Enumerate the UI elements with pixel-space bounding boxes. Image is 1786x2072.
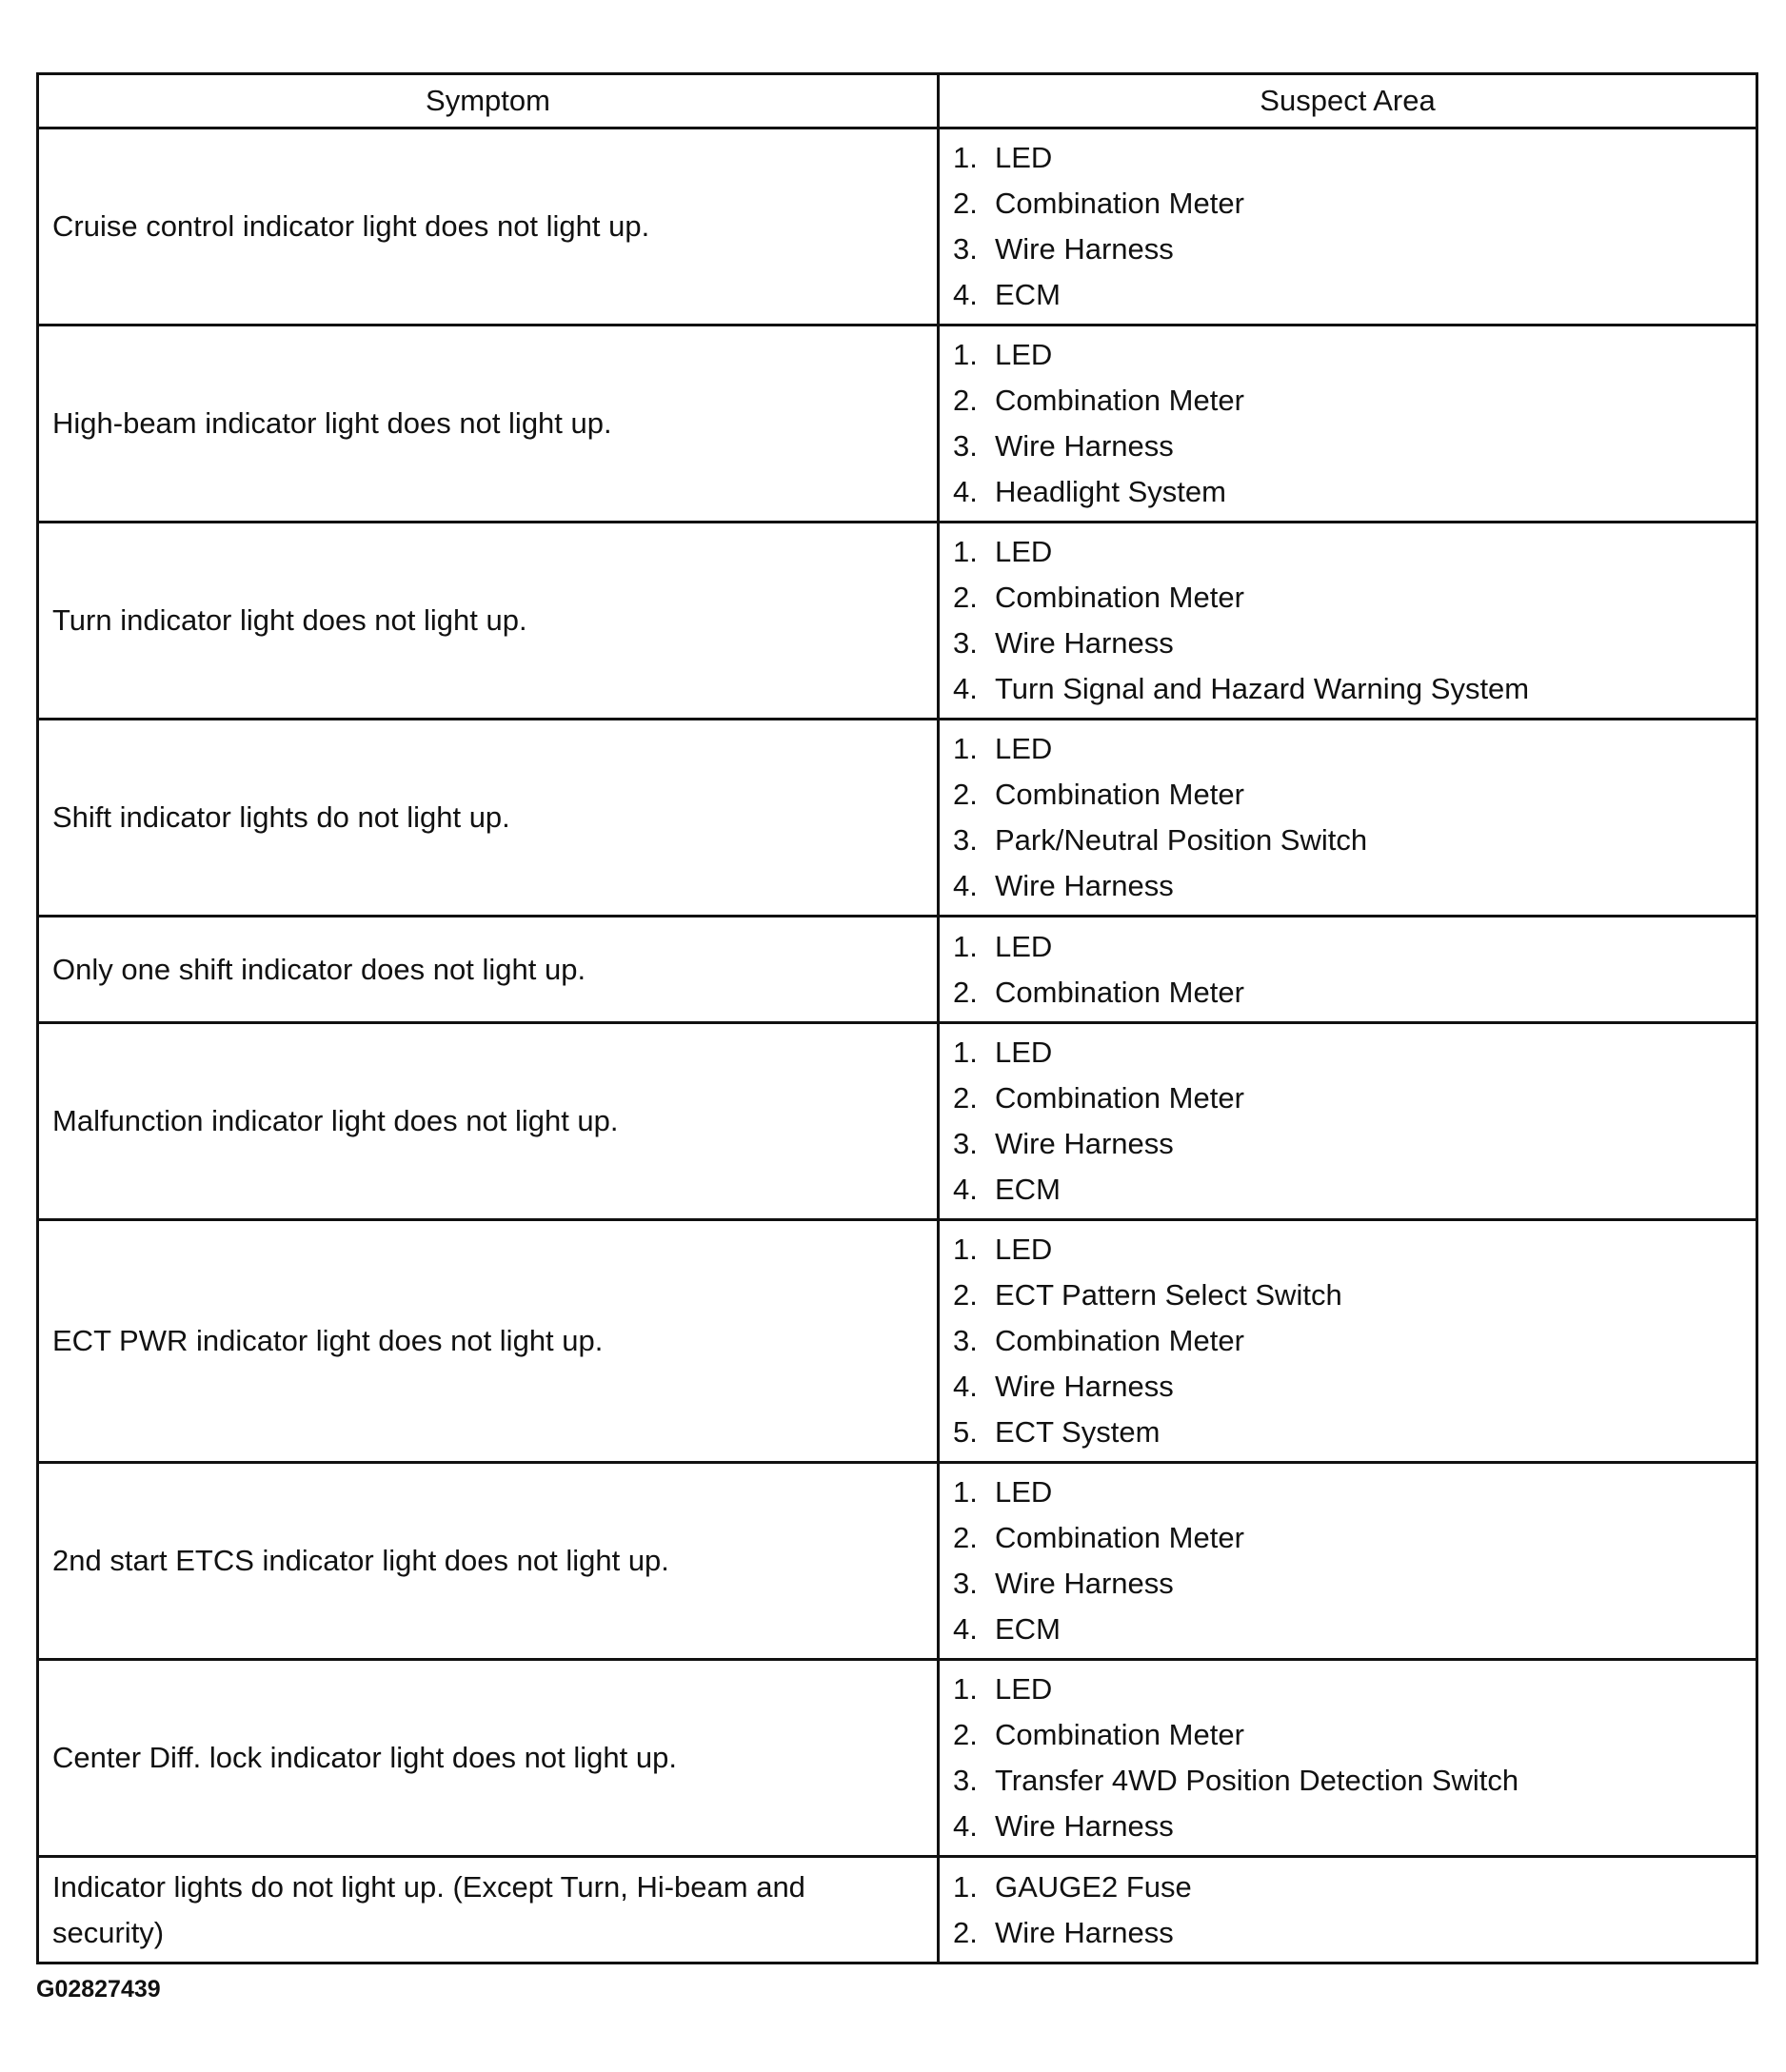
figure-id: G02827439 [36,1976,161,2003]
suspect-area-item-number: 4. [953,278,978,311]
suspect-area-cell [939,1857,1757,1963]
suspect-area-item-number: 3. [953,1324,978,1357]
suspect-area-item [953,1075,1742,1121]
table-row [38,1660,1757,1857]
suspect-area-item [953,1410,1742,1455]
suspect-area-item-text: Wire Harness [995,1370,1174,1403]
troubleshooting-table [36,72,1758,1964]
table-row [38,326,1757,523]
suspect-area-item-number: 2. [953,778,978,811]
suspect-area-item [953,1712,1742,1758]
suspect-area-cell [939,523,1757,720]
suspect-area-item-number: 4. [953,1612,978,1646]
suspect-area-item-number: 4. [953,1809,978,1843]
suspect-area-item [953,1318,1742,1364]
suspect-area-item-number: 1. [953,141,978,174]
suspect-area-item-number: 2. [953,1718,978,1751]
column-header-suspect-area: Suspect Area [939,74,1757,128]
suspect-area-item-number: 2. [953,187,978,220]
symptom-cell: Turn indicator light does not light up. [38,523,939,720]
suspect-area-cell [939,917,1757,1023]
suspect-area-item-number: 1. [953,535,978,568]
suspect-area-item [953,924,1742,970]
suspect-area-item-text: Wire Harness [995,1915,1174,1949]
suspect-area-item [953,1167,1742,1213]
suspect-area-item [953,135,1742,181]
suspect-area-item-number: 3. [953,429,978,463]
suspect-area-item-text: LED [995,929,1053,963]
suspect-area-item [953,621,1742,666]
suspect-area-item-number: 3. [953,232,978,266]
suspect-area-item-number: 4. [953,1370,978,1403]
table-row [38,1463,1757,1660]
suspect-area-item [953,1227,1742,1273]
suspect-area-item-number: 2. [953,384,978,417]
suspect-area-list [953,1865,1742,1956]
symptom-cell: Shift indicator lights do not light up. [38,720,939,917]
suspect-area-item-text: Combination Meter [995,384,1244,417]
suspect-area-item [953,726,1742,772]
suspect-area-item-text: Combination Meter [995,581,1244,614]
suspect-area-cell [939,1220,1757,1463]
suspect-area-item-number: 1. [953,338,978,371]
suspect-area-item-number: 2. [953,1521,978,1554]
suspect-area-list [953,135,1742,318]
suspect-area-item-text: ECM [995,278,1061,311]
suspect-area-item [953,181,1742,227]
suspect-area-item-number: 3. [953,823,978,857]
suspect-area-list [953,726,1742,909]
suspect-area-item-text: ECM [995,1612,1061,1646]
suspect-area-item-text: Combination Meter [995,1081,1244,1115]
symptom-cell: Only one shift indicator does not light up. [38,917,939,1023]
suspect-area-item [953,772,1742,818]
suspect-area-item-text: Combination Meter [995,187,1244,220]
suspect-area-item [953,1515,1742,1561]
troubleshooting-table-container [36,72,1756,1964]
suspect-area-item-text: LED [995,1036,1053,1069]
suspect-area-item [953,424,1742,469]
suspect-area-cell [939,128,1757,326]
suspect-area-item-number: 2. [953,975,978,1009]
suspect-area-item-number: 1. [953,732,978,765]
suspect-area-item [953,1030,1742,1075]
suspect-area-item-text: Combination Meter [995,1324,1244,1357]
suspect-area-item [953,1758,1742,1804]
suspect-area-item-number: 2. [953,1081,978,1115]
suspect-area-item-text: ECT Pattern Select Switch [995,1278,1342,1312]
suspect-area-list [953,1667,1742,1849]
suspect-area-cell [939,326,1757,523]
suspect-area-item-number: 3. [953,1127,978,1160]
suspect-area-item-text: ECT System [995,1415,1161,1449]
suspect-area-item [953,1865,1742,1910]
table-row [38,917,1757,1023]
column-header-symptom: Symptom [38,74,939,128]
symptom-cell: Malfunction indicator light does not light up. [38,1023,939,1220]
suspect-area-list [953,332,1742,515]
table-row [38,1023,1757,1220]
suspect-area-item [953,1910,1742,1956]
suspect-area-item-number: 4. [953,475,978,508]
suspect-area-item-text: ECM [995,1173,1061,1206]
suspect-area-item-text: Combination Meter [995,1521,1244,1554]
suspect-area-item-text: LED [995,338,1053,371]
suspect-area-item-text: LED [995,1672,1053,1706]
suspect-area-item-text: LED [995,1233,1053,1266]
suspect-area-item [953,332,1742,378]
suspect-area-item-number: 4. [953,672,978,705]
suspect-area-item [953,529,1742,575]
suspect-area-list [953,924,1742,1016]
suspect-area-cell [939,1463,1757,1660]
suspect-area-item-number: 1. [953,1475,978,1509]
symptom-cell: Indicator lights do not light up. (Except Turn, Hi-beam and security) [38,1857,939,1963]
suspect-area-item [953,378,1742,424]
suspect-area-list [953,1470,1742,1652]
suspect-area-item-number: 3. [953,1764,978,1797]
suspect-area-item-number: 1. [953,1233,978,1266]
suspect-area-list [953,1030,1742,1213]
suspect-area-item-number: 1. [953,929,978,963]
suspect-area-item-text: Wire Harness [995,1127,1174,1160]
suspect-area-item-number: 2. [953,581,978,614]
suspect-area-item-text: LED [995,535,1053,568]
suspect-area-item-text: Wire Harness [995,626,1174,660]
suspect-area-item-number: 2. [953,1915,978,1949]
suspect-area-item-text: LED [995,1475,1053,1509]
suspect-area-item-number: 3. [953,1567,978,1600]
suspect-area-cell [939,1023,1757,1220]
suspect-area-item-text: Headlight System [995,475,1226,508]
table-row [38,128,1757,326]
suspect-area-item [953,1607,1742,1652]
table-body [38,128,1757,1963]
suspect-area-item [953,1561,1742,1607]
suspect-area-item [953,1470,1742,1515]
suspect-area-item [953,469,1742,515]
suspect-area-item [953,818,1742,863]
symptom-cell: High-beam indicator light does not light up. [38,326,939,523]
suspect-area-item-number: 3. [953,626,978,660]
suspect-area-item [953,227,1742,272]
suspect-area-item [953,970,1742,1016]
table-header-row [38,74,1757,128]
suspect-area-item-number: 4. [953,869,978,902]
suspect-area-item-text: Combination Meter [995,778,1244,811]
suspect-area-item-number: 1. [953,1036,978,1069]
suspect-area-cell [939,1660,1757,1857]
table-row [38,1220,1757,1463]
suspect-area-item-number: 4. [953,1173,978,1206]
suspect-area-item-text: LED [995,732,1053,765]
suspect-area-item-text: LED [995,141,1053,174]
suspect-area-item [953,666,1742,712]
suspect-area-item [953,575,1742,621]
suspect-area-cell [939,720,1757,917]
suspect-area-item-text: Wire Harness [995,1809,1174,1843]
suspect-area-item-text: Wire Harness [995,429,1174,463]
suspect-area-item-text: Wire Harness [995,1567,1174,1600]
symptom-cell: Center Diff. lock indicator light does not light up. [38,1660,939,1857]
symptom-cell: 2nd start ETCS indicator light does not light up. [38,1463,939,1660]
suspect-area-item-text: Combination Meter [995,1718,1244,1751]
suspect-area-item [953,1364,1742,1410]
suspect-area-list [953,1227,1742,1455]
table-row [38,1857,1757,1963]
suspect-area-item [953,272,1742,318]
suspect-area-list [953,529,1742,712]
suspect-area-item-number: 2. [953,1278,978,1312]
suspect-area-item [953,1273,1742,1318]
suspect-area-item [953,1121,1742,1167]
suspect-area-item-text: Transfer 4WD Position Detection Switch [995,1764,1519,1797]
suspect-area-item [953,1667,1742,1712]
suspect-area-item [953,1804,1742,1849]
symptom-cell: ECT PWR indicator light does not light up. [38,1220,939,1463]
suspect-area-item [953,863,1742,909]
suspect-area-item-number: 5. [953,1415,978,1449]
suspect-area-item-number: 1. [953,1672,978,1706]
suspect-area-item-text: Turn Signal and Hazard Warning System [995,672,1530,705]
table-row [38,523,1757,720]
suspect-area-item-text: Park/Neutral Position Switch [995,823,1368,857]
suspect-area-item-text: GAUGE2 Fuse [995,1869,1192,1904]
table-row [38,720,1757,917]
suspect-area-item-text: Wire Harness [995,232,1174,266]
suspect-area-item-text: Combination Meter [995,975,1244,1009]
suspect-area-item-number: 1. [953,1869,978,1904]
symptom-cell: Cruise control indicator light does not light up. [38,128,939,326]
suspect-area-item-text: Wire Harness [995,869,1174,902]
